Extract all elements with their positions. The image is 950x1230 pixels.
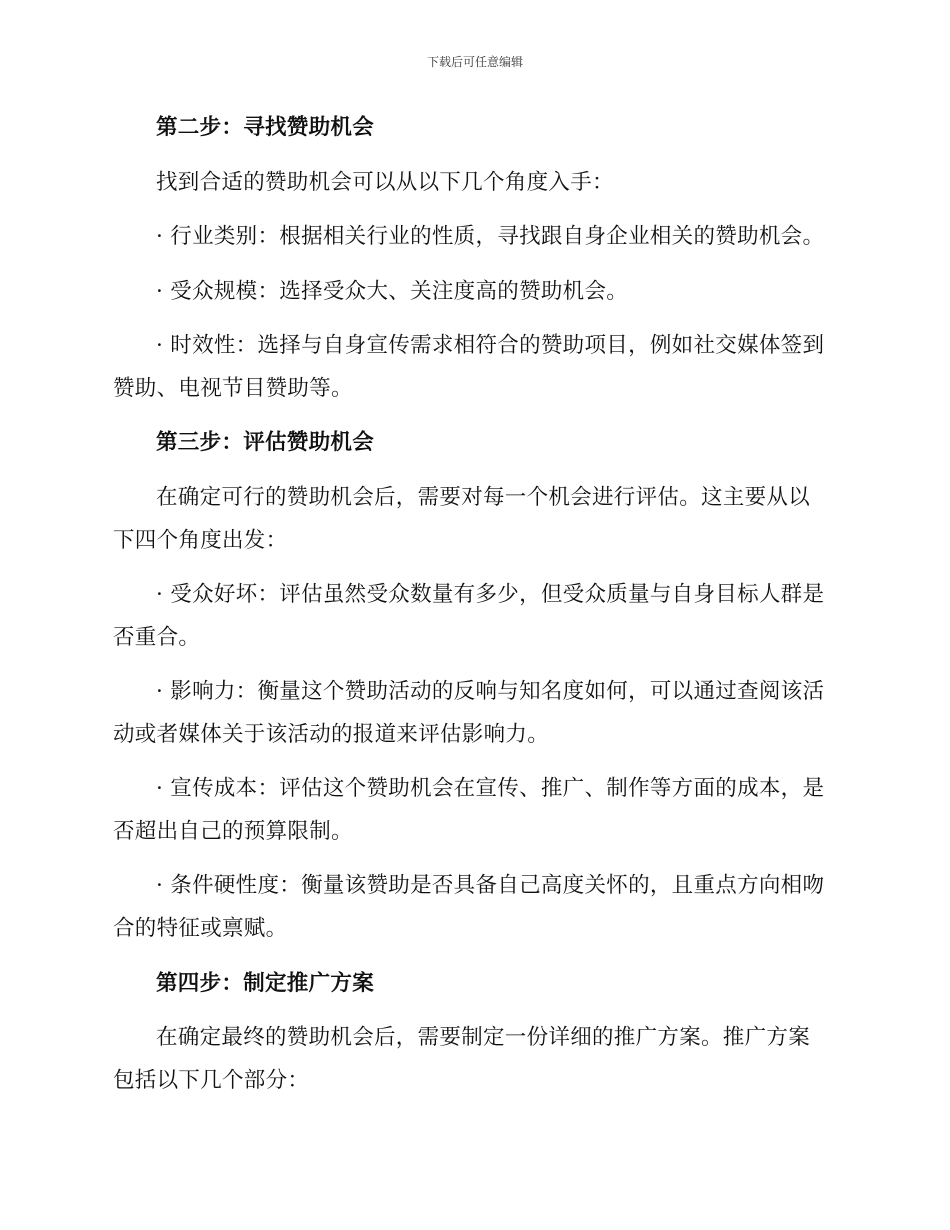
bullet-influence: · 影响力：衡量这个赞助活动的反响与知名度如何，可以通过查阅该活动或者媒体关于该活动的报道来评估影响力。 — [113, 679, 825, 747]
section-heading-step-3: 第三步：评估赞助机会 — [156, 430, 375, 455]
section-heading-step-4: 第四步：制定推广方案 — [156, 971, 375, 996]
bullet-timeliness: · 时效性：选择与自身宣传需求相符合的赞助项目，例如社交媒体签到赞助、电视节目赞助等。 — [113, 333, 825, 401]
paragraph-intro-step-4: 在确定最终的赞助机会后，需要制定一份详细的推广方案。推广方案包括以下几个部分： — [113, 1025, 811, 1093]
bullet-condition-rigidity: · 条件硬性度：衡量该赞助是否具备自己高度关怀的，且重点方向相吻合的特征或禀赋。 — [113, 873, 825, 941]
bullet-audience-quality: · 受众好坏：评估虽然受众数量有多少，但受众质量与自身目标人群是否重合。 — [113, 582, 825, 650]
page-header: 下载后可任意编辑 — [426, 55, 523, 69]
bullet-audience-size: · 受众规模：选择受众大、关注度高的赞助机会。 — [156, 279, 629, 304]
section-heading-step-2: 第二步：寻找赞助机会 — [156, 115, 375, 140]
bullet-promotion-cost: · 宣传成本：评估这个赞助机会在宣传、推广、制作等方面的成本，是否超出自己的预算限制。 — [113, 776, 825, 844]
bullet-industry-category: · 行业类别：根据相关行业的性质，寻找跟自身企业相关的赞助机会。 — [156, 224, 825, 249]
paragraph-intro-step-3: 在确定可行的赞助机会后，需要对每一个机会进行评估。这主要从以下四个角度出发： — [113, 485, 811, 553]
paragraph-intro-step-2: 找到合适的赞助机会可以从以下几个角度入手： — [156, 170, 614, 195]
